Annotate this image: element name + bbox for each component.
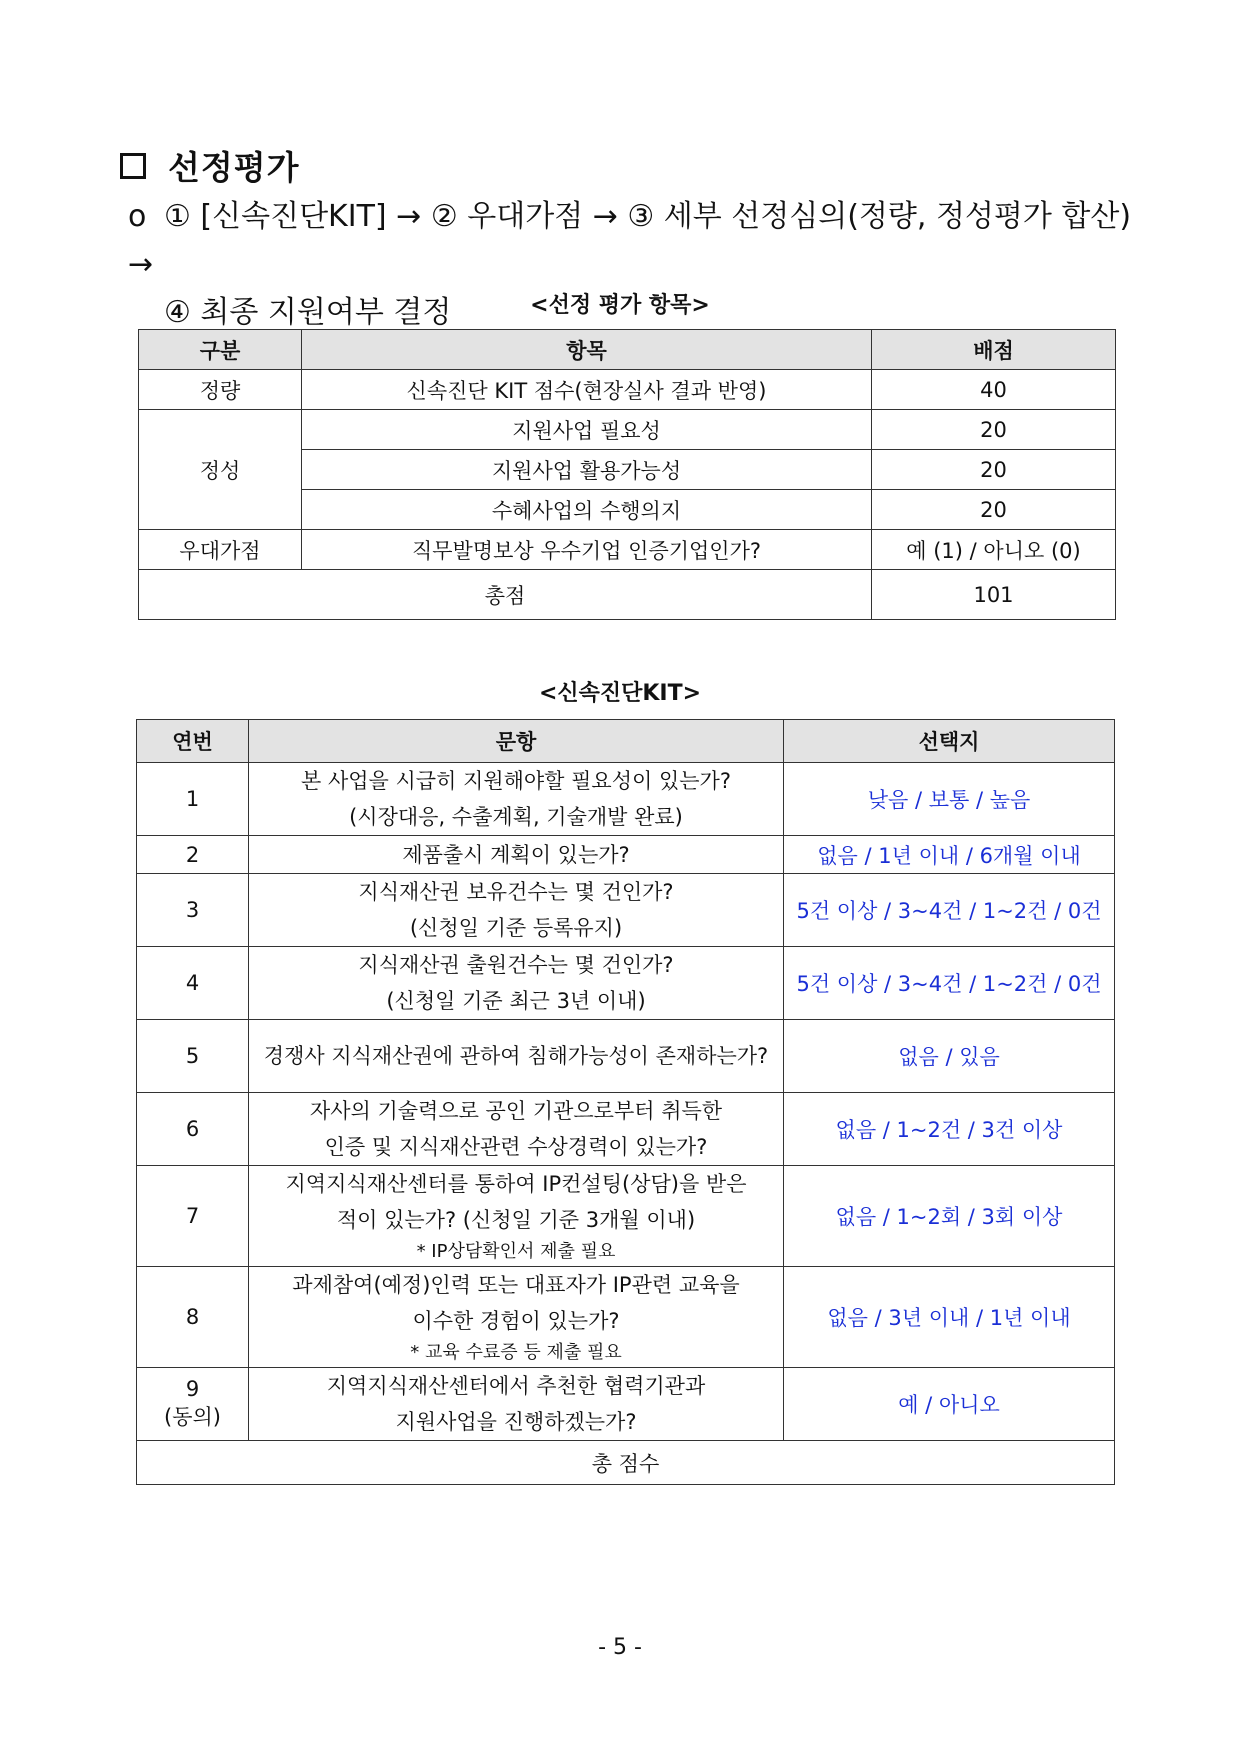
number-line-2: (동의) bbox=[164, 1405, 221, 1429]
number-cell: 6 bbox=[137, 1093, 249, 1166]
section-title: 선정평가 bbox=[168, 148, 300, 187]
number-cell: 7 bbox=[137, 1166, 249, 1267]
question-line-2: 이수한 경험이 있는가? bbox=[412, 1309, 620, 1333]
category-cell: 정성 bbox=[139, 410, 302, 530]
item-cell: 지원사업 필요성 bbox=[302, 410, 872, 450]
number-cell: 5 bbox=[137, 1020, 249, 1093]
total-row bbox=[137, 1441, 1115, 1485]
question-cell: 경쟁사 지식재산권에 관하여 침해가능성이 존재하는가? bbox=[249, 1020, 784, 1093]
item-cell: 수혜사업의 수행의지 bbox=[302, 490, 872, 530]
question-line-2: 지원사업을 진행하겠는가? bbox=[395, 1410, 637, 1434]
total-label: 총 점수 bbox=[137, 1441, 1115, 1485]
header-question: 문항 bbox=[249, 720, 784, 763]
question-cell bbox=[249, 1166, 784, 1267]
empty-square-icon bbox=[120, 153, 146, 179]
header-number: 연번 bbox=[137, 720, 249, 763]
question-cell bbox=[249, 763, 784, 836]
question-cell bbox=[249, 874, 784, 947]
question-line-2: 인증 및 지식재산관련 수상경력이 있는가? bbox=[324, 1135, 708, 1159]
question-line-1: 자사의 기술력으로 공인 기관으로부터 취득한 bbox=[309, 1099, 723, 1123]
choices-cell: 없음 / 1~2건 / 3건 이상 bbox=[784, 1093, 1115, 1166]
question-line-1: 지역지식재산센터를 통하여 IP컨설팅(상담)을 받은 bbox=[285, 1172, 747, 1196]
question-line-1: 지식재산권 출원건수는 몇 건인가? bbox=[358, 953, 674, 977]
question-cell bbox=[249, 1267, 784, 1368]
item-cell: 직무발명보상 우수기업 인증기업인가? bbox=[302, 530, 872, 570]
table-row bbox=[137, 1166, 1115, 1267]
table-row bbox=[139, 530, 1116, 570]
choices-cell: 낮음 / 보통 / 높음 bbox=[784, 763, 1115, 836]
choices-cell: 없음 / 있음 bbox=[784, 1020, 1115, 1093]
table-row bbox=[137, 1368, 1115, 1441]
question-line-1: 과제참여(예정)인력 또는 대표자가 IP관련 교육을 bbox=[292, 1273, 740, 1297]
choices-cell: 없음 / 1년 이내 / 6개월 이내 bbox=[784, 836, 1115, 874]
number-cell: 1 bbox=[137, 763, 249, 836]
table-row bbox=[137, 1093, 1115, 1166]
table-row bbox=[137, 1267, 1115, 1368]
quick-diagnosis-kit-table bbox=[136, 719, 1115, 1485]
table-row bbox=[137, 874, 1115, 947]
item-cell: 신속진단 KIT 점수(현장실사 결과 반영) bbox=[302, 370, 872, 410]
question-cell: 제품출시 계획이 있는가? bbox=[249, 836, 784, 874]
question-line-1: 본 사업을 시급히 지원해야할 필요성이 있는가? bbox=[301, 769, 731, 793]
total-label: 총점 bbox=[139, 570, 872, 620]
category-cell: 우대가점 bbox=[139, 530, 302, 570]
total-value: 101 bbox=[872, 570, 1116, 620]
total-row bbox=[139, 570, 1116, 620]
process-steps-2: ④ 최종 지원여부 결정 bbox=[164, 295, 452, 330]
header-item: 항목 bbox=[302, 330, 872, 370]
header-category: 구분 bbox=[139, 330, 302, 370]
question-line-2: (신청일 기준 등록유지) bbox=[409, 916, 623, 940]
evaluation-table bbox=[138, 329, 1116, 620]
score-cell: 예 (1) / 아니오 (0) bbox=[872, 530, 1116, 570]
choices-cell: 없음 / 3년 이내 / 1년 이내 bbox=[784, 1267, 1115, 1368]
question-line-1: 지역지식재산센터에서 추천한 협력기관과 bbox=[326, 1374, 706, 1398]
number-cell: 8 bbox=[137, 1267, 249, 1368]
item-cell: 지원사업 활용가능성 bbox=[302, 450, 872, 490]
process-steps-1: ① [신속진단KIT] → ② 우대가점 → ③ 세부 선정심의(정량, 정성평가 합산) → bbox=[128, 199, 1132, 282]
score-cell: 20 bbox=[872, 410, 1116, 450]
number-cell: 3 bbox=[137, 874, 249, 947]
table-row bbox=[137, 1020, 1115, 1093]
choices-cell: 없음 / 1~2회 / 3회 이상 bbox=[784, 1166, 1115, 1267]
question-cell bbox=[249, 947, 784, 1020]
header-choices: 선택지 bbox=[784, 720, 1115, 763]
category-cell: 정량 bbox=[139, 370, 302, 410]
bullet: o bbox=[128, 199, 147, 234]
process-line-1 bbox=[128, 193, 1138, 289]
table-row bbox=[137, 763, 1115, 836]
score-cell: 40 bbox=[872, 370, 1116, 410]
question-line-2: (신청일 기준 최근 3년 이내) bbox=[386, 989, 646, 1013]
number-cell bbox=[137, 1368, 249, 1441]
table-row bbox=[137, 836, 1115, 874]
question-note: * IP상담확인서 제출 필요 bbox=[416, 1241, 616, 1262]
number-line-1: 9 bbox=[185, 1377, 200, 1401]
table-row bbox=[137, 947, 1115, 1020]
choices-cell: 5건 이상 / 3~4건 / 1~2건 / 0건 bbox=[784, 947, 1115, 1020]
question-note: * 교육 수료증 등 제출 필요 bbox=[410, 1342, 622, 1363]
eval-table-caption: <선정 평가 항목> bbox=[530, 293, 710, 318]
question-cell bbox=[249, 1093, 784, 1166]
number-cell: 2 bbox=[137, 836, 249, 874]
choices-cell: 예 / 아니오 bbox=[784, 1368, 1115, 1441]
question-line-2: (시장대응, 수출계획, 기술개발 완료) bbox=[349, 805, 683, 829]
section-heading bbox=[120, 142, 300, 189]
page-number: - 5 - bbox=[598, 1635, 642, 1660]
number-cell: 4 bbox=[137, 947, 249, 1020]
header-score: 배점 bbox=[872, 330, 1116, 370]
question-line-1: 지식재산권 보유건수는 몇 건인가? bbox=[358, 880, 674, 904]
question-line-2: 적이 있는가? (신청일 기준 3개월 이내) bbox=[336, 1208, 696, 1232]
choices-cell: 5건 이상 / 3~4건 / 1~2건 / 0건 bbox=[784, 874, 1115, 947]
score-cell: 20 bbox=[872, 490, 1116, 530]
table-row bbox=[139, 410, 1116, 450]
kit-table-caption: <신속진단KIT> bbox=[538, 681, 702, 706]
table-row bbox=[139, 370, 1116, 410]
score-cell: 20 bbox=[872, 450, 1116, 490]
question-cell bbox=[249, 1368, 784, 1441]
